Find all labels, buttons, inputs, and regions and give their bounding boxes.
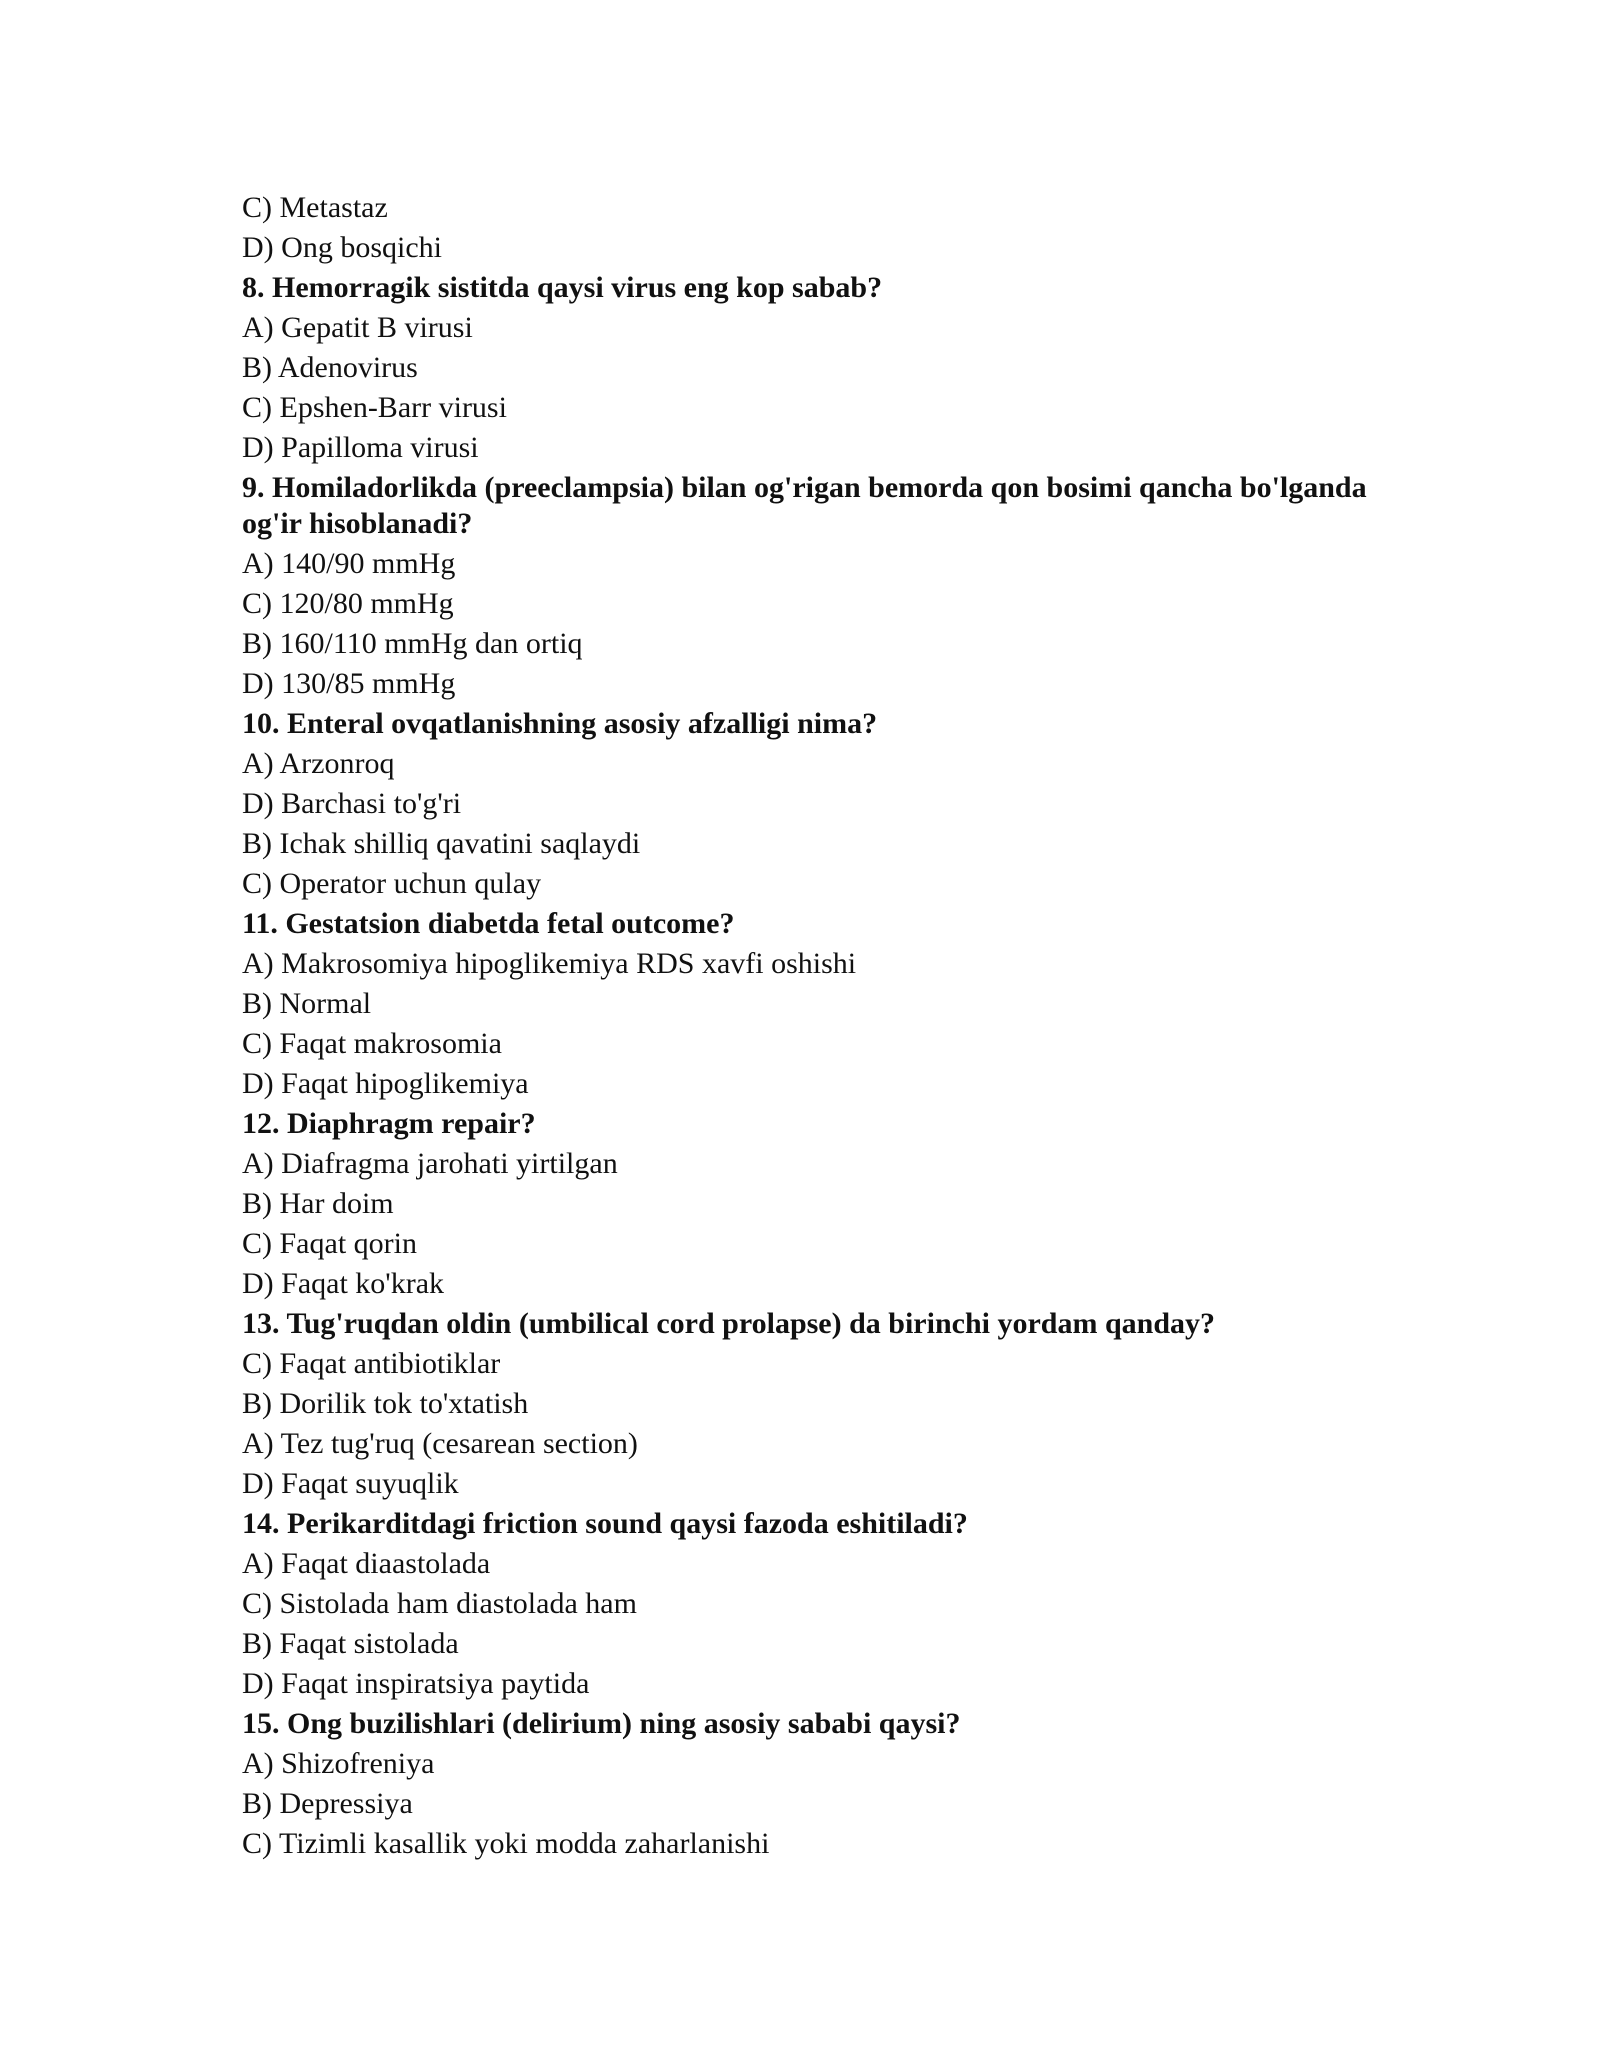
option-line: D) Barchasi to'g'ri [242,787,462,820]
option-line: C) Faqat antibiotiklar [242,1347,501,1380]
option-line: C) Operator uchun qulay [242,867,542,900]
option-line: A) 140/90 mmHg [242,547,456,580]
option-line: D) Papilloma virusi [242,431,479,464]
option-line: C) Sistolada ham diastolada ham [242,1587,637,1620]
option-line: A) Tez tug'ruq (cesarean section) [242,1427,638,1460]
question-heading: 11. Gestatsion diabetda fetal outcome? [242,907,735,940]
question-heading: 10. Enteral ovqatlanishning asosiy afzalligi nima? [242,707,878,740]
option-line: C) Faqat qorin [242,1227,417,1260]
option-line: C) 120/80 mmHg [242,587,454,620]
option-line: D) Faqat inspiratsiya paytida [242,1667,590,1700]
option-line: B) Adenovirus [242,351,418,384]
option-line: B) Dorilik tok to'xtatish [242,1387,529,1420]
option-line: A) Shizofreniya [242,1747,435,1780]
option-line: D) 130/85 mmHg [242,667,456,700]
option-line: B) 160/110 mmHg dan ortiq [242,627,583,660]
question-heading: 12. Diaphragm repair? [242,1107,536,1140]
option-line: A) Gepatit B virusi [242,311,473,344]
option-line: D) Faqat suyuqlik [242,1467,459,1500]
option-line: D) Faqat hipoglikemiya [242,1067,529,1100]
option-line: B) Har doim [242,1187,394,1220]
option-line: D) Ong bosqichi [242,231,442,264]
option-line: C) Metastaz [242,191,388,224]
quiz-content [242,188,1392,1864]
option-line: A) Faqat diaastolada [242,1547,491,1580]
option-line: B) Depressiya [242,1787,413,1820]
question-heading: 13. Tug'ruqdan oldin (umbilical cord prolapse) da birinchi yordam qanday? [242,1307,1216,1340]
option-line: C) Tizimli kasallik yoki modda zaharlanishi [242,1827,770,1860]
option-line: A) Makrosomiya hipoglikemiya RDS xavfi oshishi [242,947,857,980]
option-line: C) Epshen-Barr virusi [242,391,507,424]
option-line: C) Faqat makrosomia [242,1027,502,1060]
option-line: A) Arzonroq [242,747,395,780]
question-heading: 15. Ong buzilishlari (delirium) ning asosiy sababi qaysi? [242,1707,961,1740]
option-line: B) Normal [242,987,372,1020]
question-heading: 8. Hemorragik sistitda qaysi virus eng kop sabab? [242,271,883,304]
question-heading: 14. Perikarditdagi friction sound qaysi fazoda eshitiladi? [242,1507,968,1540]
option-line: A) Diafragma jarohati yirtilgan [242,1147,618,1180]
option-line: B) Ichak shilliq qavatini saqlaydi [242,827,641,860]
option-line: B) Faqat sistolada [242,1627,459,1660]
question-heading: 9. Homiladorlikda (preeclampsia) bilan og'rigan bemorda qon bosimi qancha bo'lganda og'ir hisoblanadi? [242,471,1367,540]
option-line: D) Faqat ko'krak [242,1267,445,1300]
